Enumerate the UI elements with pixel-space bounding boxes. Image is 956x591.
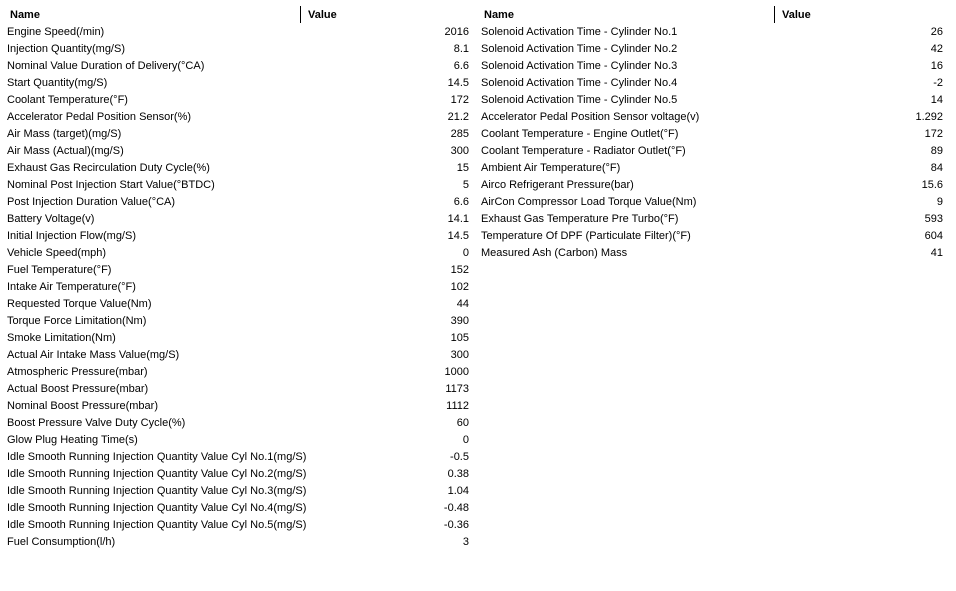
parameter-name: AirCon Compressor Load Torque Value(Nm) xyxy=(481,196,697,208)
parameter-name: Temperature Of DPF (Particulate Filter)(°F) xyxy=(481,230,691,242)
name-column-header[interactable]: Name xyxy=(10,9,40,21)
value-column-header[interactable]: Value xyxy=(308,9,337,21)
parameter-name: Injection Quantity(mg/S) xyxy=(7,43,125,55)
parameter-value: 84 xyxy=(930,162,943,174)
parameter-value: 14.5 xyxy=(447,77,469,89)
table-row[interactable] xyxy=(474,109,948,126)
parameter-value: 1173 xyxy=(445,383,469,395)
parameter-name: Atmospheric Pressure(mbar) xyxy=(7,366,148,378)
parameter-value: 15.6 xyxy=(921,179,943,191)
parameter-value: 1.04 xyxy=(447,485,469,497)
parameter-value: 1000 xyxy=(444,366,469,378)
table-row[interactable] xyxy=(0,41,474,58)
table-row[interactable] xyxy=(0,262,474,279)
table-row[interactable] xyxy=(0,58,474,75)
parameter-name: Coolant Temperature - Engine Outlet(°F) xyxy=(481,128,679,140)
parameter-name: Nominal Post Injection Start Value(°BTDC) xyxy=(7,179,215,191)
parameter-value: -2 xyxy=(933,77,943,89)
parameter-name: Ambient Air Temperature(°F) xyxy=(481,162,621,174)
parameter-value: 300 xyxy=(450,145,469,157)
parameter-name: Actual Boost Pressure(mbar) xyxy=(7,383,149,395)
parameter-name: Accelerator Pedal Position Sensor(%) xyxy=(7,111,192,123)
table-row[interactable] xyxy=(0,449,474,466)
parameter-value: 14.5 xyxy=(447,230,469,242)
parameter-name: Air Mass (target)(mg/S) xyxy=(7,128,122,140)
left-data-table xyxy=(0,6,474,551)
table-row[interactable] xyxy=(0,517,474,534)
table-row[interactable] xyxy=(0,177,474,194)
parameter-value: 26 xyxy=(930,26,943,38)
parameter-value: 2016 xyxy=(444,26,469,38)
parameter-value: 390 xyxy=(450,315,469,327)
parameter-value: 21.2 xyxy=(447,111,469,123)
parameter-value: 0.38 xyxy=(447,468,469,480)
parameter-name: Boost Pressure Valve Duty Cycle(%) xyxy=(7,417,186,429)
table-row[interactable] xyxy=(0,75,474,92)
parameter-name: Coolant Temperature - Radiator Outlet(°F) xyxy=(481,145,686,157)
parameter-name: Idle Smooth Running Injection Quantity Value Cyl No.5(mg/S) xyxy=(7,519,307,531)
table-row[interactable] xyxy=(474,211,948,228)
parameter-name: Accelerator Pedal Position Sensor voltage(v) xyxy=(481,111,700,123)
table-row[interactable] xyxy=(0,364,474,381)
parameter-value: 604 xyxy=(924,230,943,242)
parameter-name: Requested Torque Value(Nm) xyxy=(7,298,152,310)
parameter-name: Fuel Consumption(l/h) xyxy=(7,536,116,548)
parameter-name: Torque Force Limitation(Nm) xyxy=(7,315,147,327)
table-row[interactable] xyxy=(0,534,474,551)
parameter-value: 1.292 xyxy=(915,111,943,123)
parameter-value: 5 xyxy=(462,179,469,191)
table-row[interactable] xyxy=(474,177,948,194)
parameter-name: Vehicle Speed(mph) xyxy=(7,247,107,259)
table-row[interactable] xyxy=(0,126,474,143)
table-row[interactable] xyxy=(0,415,474,432)
table-row[interactable] xyxy=(0,160,474,177)
column-resize-handle[interactable] xyxy=(300,6,301,23)
parameter-name: Idle Smooth Running Injection Quantity Value Cyl No.1(mg/S) xyxy=(7,451,307,463)
table-row[interactable] xyxy=(474,92,948,109)
table-body xyxy=(0,24,474,551)
table-row[interactable] xyxy=(0,483,474,500)
parameter-name: Battery Voltage(v) xyxy=(7,213,95,225)
parameter-name: Engine Speed(/min) xyxy=(7,26,105,38)
parameter-name: Nominal Value Duration of Delivery(°CA) xyxy=(7,60,205,72)
parameter-name: Initial Injection Flow(mg/S) xyxy=(7,230,136,242)
table-row[interactable] xyxy=(0,347,474,364)
table-row[interactable] xyxy=(0,313,474,330)
parameter-value: 172 xyxy=(924,128,943,140)
parameter-name: Exhaust Gas Recirculation Duty Cycle(%) xyxy=(7,162,210,174)
parameter-value: -0.5 xyxy=(450,451,469,463)
parameter-value: 6.6 xyxy=(453,196,469,208)
table-row[interactable] xyxy=(0,432,474,449)
table-row[interactable] xyxy=(0,109,474,126)
parameter-value: 0 xyxy=(462,247,469,259)
parameter-value: 300 xyxy=(450,349,469,361)
parameter-name: Air Mass (Actual)(mg/S) xyxy=(7,145,124,157)
table-row[interactable] xyxy=(474,24,948,41)
table-row[interactable] xyxy=(474,245,948,262)
parameter-value: 14 xyxy=(930,94,943,106)
parameter-name: Idle Smooth Running Injection Quantity Value Cyl No.3(mg/S) xyxy=(7,485,307,497)
table-row[interactable] xyxy=(0,211,474,228)
parameter-value: 15 xyxy=(456,162,469,174)
table-header xyxy=(0,6,474,24)
parameter-value: 89 xyxy=(930,145,943,157)
table-row[interactable] xyxy=(0,330,474,347)
column-resize-handle[interactable] xyxy=(774,6,775,23)
table-row[interactable] xyxy=(474,160,948,177)
parameter-value: 9 xyxy=(936,196,943,208)
parameter-name: Actual Air Intake Mass Value(mg/S) xyxy=(7,349,180,361)
parameter-value: 44 xyxy=(456,298,469,310)
right-data-table xyxy=(474,6,948,262)
value-column-header[interactable]: Value xyxy=(782,9,811,21)
parameter-name: Nominal Boost Pressure(mbar) xyxy=(7,400,158,412)
parameter-name: Intake Air Temperature(°F) xyxy=(7,281,136,293)
parameter-name: Coolant Temperature(°F) xyxy=(7,94,128,106)
parameter-name: Exhaust Gas Temperature Pre Turbo(°F) xyxy=(481,213,679,225)
table-row[interactable] xyxy=(0,500,474,517)
parameter-name: Solenoid Activation Time - Cylinder No.2 xyxy=(481,43,678,55)
parameter-name: Fuel Temperature(°F) xyxy=(7,264,112,276)
parameter-name: Smoke Limitation(Nm) xyxy=(7,332,116,344)
parameter-value: 3 xyxy=(462,536,469,548)
parameter-value: 102 xyxy=(450,281,469,293)
table-row[interactable] xyxy=(474,75,948,92)
table-body xyxy=(474,24,948,262)
table-row[interactable] xyxy=(0,381,474,398)
table-row[interactable] xyxy=(474,228,948,245)
table-row[interactable] xyxy=(0,466,474,483)
parameter-name: Glow Plug Heating Time(s) xyxy=(7,434,138,446)
parameter-name: Start Quantity(mg/S) xyxy=(7,77,108,89)
parameter-value: 0 xyxy=(462,434,469,446)
parameter-value: 60 xyxy=(456,417,469,429)
table-header xyxy=(474,6,948,24)
table-row[interactable] xyxy=(0,398,474,415)
parameter-value: 8.1 xyxy=(453,43,469,55)
parameter-value: 152 xyxy=(450,264,469,276)
parameter-name: Post Injection Duration Value(°CA) xyxy=(7,196,176,208)
table-row[interactable] xyxy=(474,41,948,58)
table-row[interactable] xyxy=(474,143,948,160)
table-row[interactable] xyxy=(0,296,474,313)
parameter-value: 285 xyxy=(450,128,469,140)
parameter-name: Idle Smooth Running Injection Quantity Value Cyl No.2(mg/S) xyxy=(7,468,307,480)
parameter-value: 1112 xyxy=(446,400,469,412)
parameter-value: -0.36 xyxy=(443,519,469,531)
table-row[interactable] xyxy=(474,194,948,211)
parameter-name: Measured Ash (Carbon) Mass xyxy=(481,247,628,259)
parameter-name: Solenoid Activation Time - Cylinder No.1 xyxy=(481,26,678,38)
parameter-name: Airco Refrigerant Pressure(bar) xyxy=(481,179,634,191)
parameter-value: 105 xyxy=(450,332,469,344)
parameter-name: Idle Smooth Running Injection Quantity Value Cyl No.4(mg/S) xyxy=(7,502,307,514)
parameter-value: 41 xyxy=(930,247,943,259)
table-row[interactable] xyxy=(474,126,948,143)
parameter-value: -0.48 xyxy=(443,502,469,514)
table-row[interactable] xyxy=(0,24,474,41)
table-row[interactable] xyxy=(0,245,474,262)
table-row[interactable] xyxy=(0,194,474,211)
parameter-name: Solenoid Activation Time - Cylinder No.4 xyxy=(481,77,678,89)
table-row[interactable] xyxy=(0,279,474,296)
parameter-value: 14.1 xyxy=(447,213,469,225)
parameter-value: 593 xyxy=(924,213,943,225)
parameter-value: 16 xyxy=(930,60,943,72)
parameter-name: Solenoid Activation Time - Cylinder No.3 xyxy=(481,60,678,72)
parameter-value: 6.6 xyxy=(453,60,469,72)
table-row[interactable] xyxy=(0,143,474,160)
table-row[interactable] xyxy=(0,92,474,109)
name-column-header[interactable]: Name xyxy=(484,9,514,21)
parameter-value: 42 xyxy=(930,43,943,55)
parameter-name: Solenoid Activation Time - Cylinder No.5 xyxy=(481,94,678,106)
parameter-value: 172 xyxy=(450,94,469,106)
table-row[interactable] xyxy=(0,228,474,245)
table-row[interactable] xyxy=(474,58,948,75)
